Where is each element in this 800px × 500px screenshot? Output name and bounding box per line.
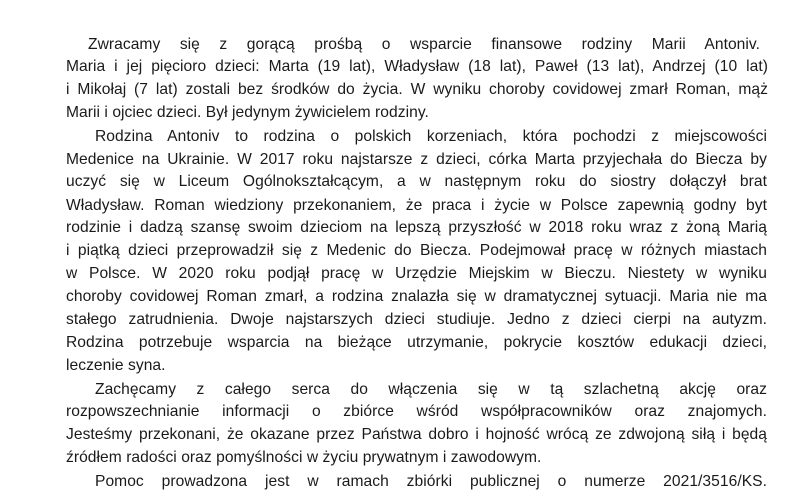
paragraph-1-line-4: Marii i ojciec dzieci. Był jedynym żywicielem rodziny. xyxy=(66,104,429,121)
paragraph-2-line-5: rodzinie i dadzą szansę swoim dzieciom na lepszą przyszłość w 2018 roku wraz z żoną Marią xyxy=(66,219,767,236)
paragraph-1-line-2: Maria i jej pięcioro dzieci: Marta (19 lat), Władysław (18 lat), Paweł (13 lat), Andrzej (10 lat) xyxy=(66,58,768,75)
paragraph-2-line-10: Rodzina potrzebuje wsparcia na bieżące utrzymanie, pokrycie kosztów edukacji dzieci, xyxy=(66,334,767,351)
paragraph-2-line-11: leczenie syna. xyxy=(66,357,166,374)
paragraph-3-line-3: Jesteśmy przekonani, że okazane przez Państwa dobro i hojność wrócą ze zdwojoną siłą i będą xyxy=(66,426,767,443)
paragraph-2-line-1: Rodzina Antoniv to rodzina o polskich korzeniach, która pochodzi z miejscowości xyxy=(95,128,767,145)
paragraph-2-line-3: uczyć się w Liceum Ogólnokształcącym, a w następnym roku do siostry dołączył brat xyxy=(66,173,767,190)
paragraph-2-line-6: i piątką dzieci przeprowadził się z Medenic do Biecza. Podejmował pracę w różnych miastach xyxy=(66,242,767,259)
paragraph-3-line-2: rozpowszechnianie informacji o zbiórce wśród współpracowników oraz znajomych. xyxy=(66,403,767,420)
paragraph-2-line-2: Medenice na Ukrainie. W 2017 roku najstarsze z dzieci, córka Marta przyjechała do Biecza by xyxy=(66,151,767,168)
paragraph-1-line-3: i Mikołaj (7 lat) zostali bez środków do życia. W wyniku choroby covidowej zmarł Roman, mąż xyxy=(66,81,768,98)
paragraph-4-line-1: Pomoc prowadzona jest w ramach zbiórki publicznej o numerze 2021/3516/KS. xyxy=(95,473,767,490)
paragraph-1-line-1: Zwracamy się z gorącą prośbą o wsparcie finansowe rodziny Marii Antoniv. xyxy=(88,36,760,53)
paragraph-2-line-7: w Polsce. W 2020 roku podjął pracę w Urzędzie Miejskim w Bieczu. Niestety w wyniku xyxy=(66,265,767,282)
paragraph-3-line-4: źródłem radości oraz pomyślności w życiu prywatnym i zawodowym. xyxy=(66,449,542,466)
paragraph-3-line-1: Zachęcamy z całego serca do włączenia się w tą szlachetną akcję oraz xyxy=(95,381,767,398)
paragraph-2-line-8: choroby covidowej Roman zmarł, a rodzina znalazła się w dramatycznej sytuacji. Maria nie ma xyxy=(66,288,767,305)
paragraph-2-line-4: Władysław. Roman wiedziony przekonaniem, że praca i życie w Polsce zapewnią godny byt xyxy=(66,197,767,214)
paragraph-2-line-9: stałego zatrudnienia. Dwoje najstarszych dzieci studiuje. Jedno z dzieci cierpi na autyzm. xyxy=(66,311,767,328)
